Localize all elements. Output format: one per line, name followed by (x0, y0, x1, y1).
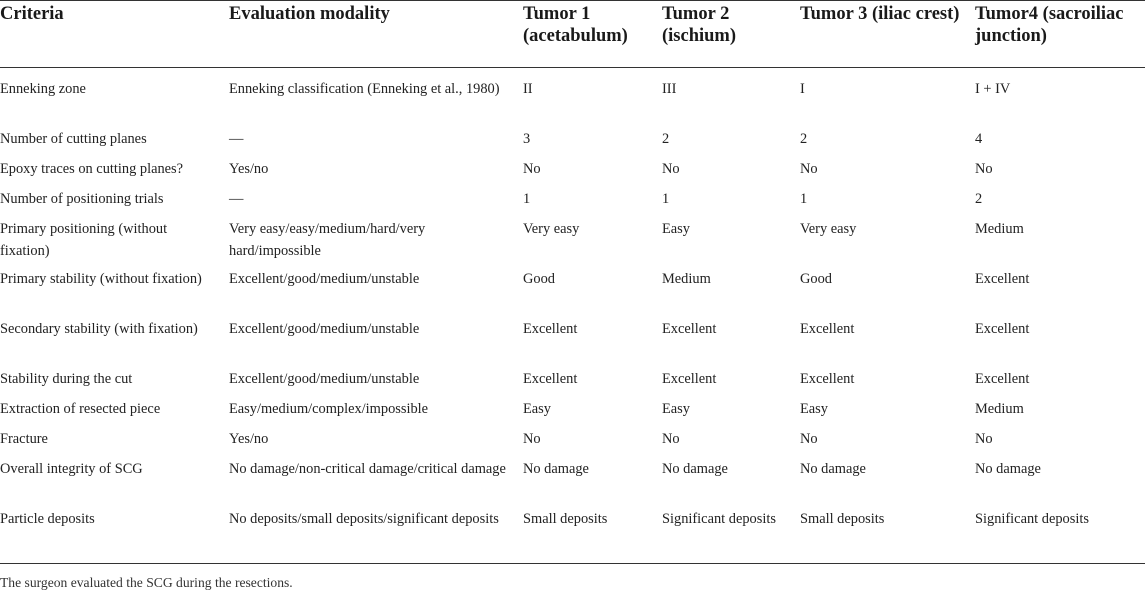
table-cell-tumor-3: Excellent (800, 371, 855, 387)
table-cell-tumor-3: 1 (800, 191, 808, 207)
table-cell-tumor-1: II (523, 81, 533, 97)
table-cell-tumor-1: No (523, 161, 541, 177)
table-cell-evaluation-modality: No damage/non-critical damage/critical damage (229, 461, 506, 477)
table-cell-tumor-2: 1 (662, 191, 670, 207)
table-cell-tumor-4: Medium (975, 401, 1024, 417)
table-cell-tumor-2: No damage (662, 461, 728, 477)
table-cell-tumor-3: Very easy (800, 221, 857, 237)
table-cell-tumor-4: Medium (975, 221, 1024, 237)
table-cell-tumor-4: Excellent (975, 371, 1030, 387)
column-header-evaluation-modality: Evaluation modality (229, 4, 390, 24)
table-footnote: The surgeon evaluated the SCG during the resections. (0, 575, 293, 590)
table-cell-tumor-2: No (662, 431, 680, 447)
table-cell-tumor-2: Excellent (662, 321, 717, 337)
table-cell-tumor-3: Small deposits (800, 511, 885, 527)
table-cell-evaluation-modality: Very easy/easy/medium/hard/very hard/impossible (229, 221, 426, 259)
table-cell-tumor-3: Good (800, 271, 832, 287)
column-header-tumor-1: Tumor 1 (acetabulum) (523, 4, 628, 46)
table-cell-tumor-3: No (800, 431, 818, 447)
table-cell-tumor-1: Good (523, 271, 555, 287)
table-cell-tumor-1: Easy (523, 401, 551, 417)
table-cell-criteria: Number of positioning trials (0, 191, 164, 207)
table-cell-criteria: Stability during the cut (0, 371, 133, 387)
table-header-rule (0, 67, 1145, 68)
table-cell-criteria: Number of cutting planes (0, 131, 147, 147)
table-cell-tumor-3: 2 (800, 131, 808, 147)
table-cell-tumor-2: Easy (662, 401, 690, 417)
table-cell-criteria: Secondary stability (with fixation) (0, 321, 198, 337)
table-cell-tumor-2: Medium (662, 271, 711, 287)
table-cell-tumor-3: No (800, 161, 818, 177)
table-bottom-rule (0, 563, 1145, 564)
table-cell-evaluation-modality: Easy/medium/complex/impossible (229, 401, 429, 417)
table-cell-evaluation-modality: Yes/no (229, 431, 269, 447)
table-cell-tumor-4: No (975, 431, 993, 447)
table-cell-tumor-2: Easy (662, 221, 690, 237)
table-cell-tumor-2: No (662, 161, 680, 177)
table-cell-evaluation-modality: — (229, 191, 244, 207)
table-cell-tumor-4: Excellent (975, 271, 1030, 287)
table-cell-evaluation-modality: Enneking classification (Enneking et al., 1980) (229, 81, 500, 97)
table-cell-evaluation-modality: Excellent/good/medium/unstable (229, 371, 420, 387)
table-cell-criteria: Primary positioning (without fixation) (0, 221, 168, 259)
column-header-tumor-2: Tumor 2 (ischium) (662, 4, 736, 46)
column-header-criteria: Criteria (0, 4, 64, 24)
table-cell-tumor-4: Excellent (975, 321, 1030, 337)
table-top-rule (0, 0, 1145, 1)
table-cell-tumor-4: I + IV (975, 81, 1011, 97)
table-cell-tumor-1: Small deposits (523, 511, 608, 527)
table-cell-tumor-4: 4 (975, 131, 983, 147)
table-cell-criteria: Overall integrity of SCG (0, 461, 143, 477)
table-cell-evaluation-modality: Yes/no (229, 161, 269, 177)
table-cell-tumor-3: Excellent (800, 321, 855, 337)
table-cell-tumor-2: Significant deposits (662, 511, 776, 527)
table-cell-criteria: Epoxy traces on cutting planes? (0, 161, 184, 177)
table-cell-evaluation-modality: No deposits/small deposits/significant deposits (229, 511, 499, 527)
table-cell-tumor-3: Easy (800, 401, 828, 417)
column-header-tumor-3: Tumor 3 (iliac crest) (800, 4, 960, 24)
table-cell-tumor-1: Excellent (523, 321, 578, 337)
table-cell-evaluation-modality: — (229, 131, 244, 147)
table-cell-tumor-3: No damage (800, 461, 866, 477)
column-header-tumor-4: Tumor4 (sacroiliac junction) (975, 4, 1124, 46)
table-cell-tumor-3: I (800, 81, 805, 97)
table-cell-tumor-2: III (662, 81, 677, 97)
table-cell-tumor-1: 3 (523, 131, 531, 147)
table-cell-tumor-1: 1 (523, 191, 531, 207)
table-cell-tumor-4: 2 (975, 191, 983, 207)
table-cell-criteria: Particle deposits (0, 511, 95, 527)
table-cell-criteria: Primary stability (without fixation) (0, 271, 202, 287)
table-cell-tumor-4: No (975, 161, 993, 177)
table-cell-tumor-4: Significant deposits (975, 511, 1089, 527)
table-cell-tumor-2: Excellent (662, 371, 717, 387)
table-cell-tumor-2: 2 (662, 131, 670, 147)
table-cell-criteria: Extraction of resected piece (0, 401, 161, 417)
table-cell-tumor-1: No damage (523, 461, 589, 477)
table-cell-criteria: Enneking zone (0, 81, 86, 97)
table-cell-evaluation-modality: Excellent/good/medium/unstable (229, 321, 420, 337)
table-cell-tumor-1: No (523, 431, 541, 447)
table-cell-tumor-1: Very easy (523, 221, 580, 237)
table-cell-tumor-4: No damage (975, 461, 1041, 477)
table-cell-tumor-1: Excellent (523, 371, 578, 387)
table-cell-evaluation-modality: Excellent/good/medium/unstable (229, 271, 420, 287)
table-cell-criteria: Fracture (0, 431, 48, 447)
